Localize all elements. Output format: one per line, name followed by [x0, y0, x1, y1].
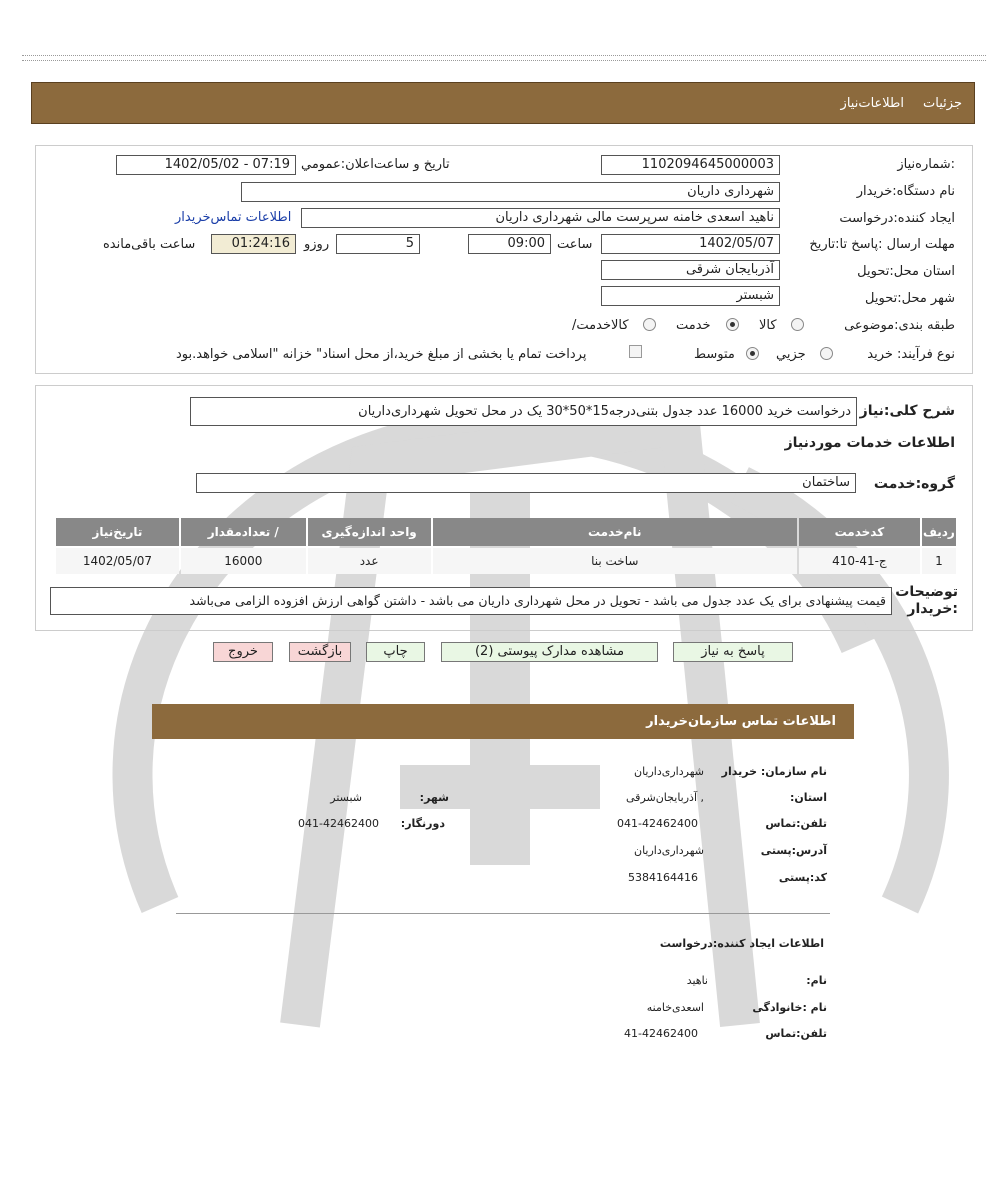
buyer-org-field: شهرداری داریان: [241, 182, 780, 202]
back-button[interactable]: بازگشت: [289, 642, 351, 662]
treasury-payment-checkbox[interactable]: [629, 345, 642, 358]
cell-service-name: ساخت بنا: [433, 548, 797, 574]
services-table: [54, 516, 958, 576]
col-header-service-name: نام‌خدمت: [433, 518, 797, 546]
buyer-contact-link[interactable]: اطلاعات تماس‌خریدار: [175, 210, 292, 225]
general-description-label: شرح کلی:نیاز: [859, 403, 955, 419]
cell-need-date: 1402/05/07: [56, 548, 179, 574]
tab-need-info[interactable]: اطلاعات‌نیاز: [840, 96, 904, 111]
col-header-need-date: تاریخ‌نیاز: [56, 518, 179, 546]
contact-province-label: :استان: [789, 791, 827, 804]
contact-city-label: :شهر: [419, 791, 449, 804]
col-header-row: ردیف: [922, 518, 956, 546]
buyer-contact-title: اطلاعات تماس سازمان‌خریدار: [646, 714, 836, 729]
general-description-field: درخواست خرید 16000 عدد جدول بتنی‌درجه15*50*30 یک در محل تحویل شهرداری‌داریان: [190, 397, 857, 426]
days-field: 5: [336, 234, 420, 254]
category-goods-radio[interactable]: [791, 318, 804, 331]
buyer-contact-header: [152, 704, 854, 739]
buyer-notes-label: توضیحات :خریدار: [895, 584, 958, 617]
col-header-unit: واحد اندازه‌گیری: [308, 518, 431, 546]
province-label: استان محل:تحویل: [857, 264, 955, 279]
remaining-label: ساعت باقی‌مانده: [103, 237, 196, 252]
creator-phone-label: تلفن:تماس: [765, 1027, 827, 1040]
creator-name-label: :نام: [806, 974, 827, 987]
process-minor-label: جزیي: [776, 347, 806, 362]
city-label: شهر محل:تحویل: [865, 291, 955, 306]
exit-button[interactable]: خروج: [213, 642, 273, 662]
need-number-label: شماره‌نیاز:: [897, 157, 955, 172]
creator-phone-value: 41-42462400: [624, 1027, 698, 1040]
remaining-time-field: 01:24:16: [211, 234, 296, 254]
category-goods-service-radio[interactable]: [643, 318, 656, 331]
deadline-label: مهلت ارسال :پاسخ تا:تاریخ: [809, 237, 955, 252]
print-button[interactable]: چاپ: [366, 642, 425, 662]
process-minor-radio[interactable]: [820, 347, 833, 360]
contact-city-value: شبستر: [330, 791, 362, 804]
service-group-label: گروه:خدمت: [873, 476, 955, 492]
category-label: طبقه بندی:موضوعی: [844, 318, 955, 333]
creator-name-value: ناهید: [686, 974, 708, 987]
contact-address-label: آدرس:پستی: [760, 844, 827, 857]
contact-postal-value: 5384164416: [628, 871, 698, 884]
process-medium-label: متوسط: [694, 347, 735, 362]
buyer-org-label: نام دستگاه:خریدار: [856, 184, 955, 199]
service-group-field: ساختمان: [196, 473, 856, 493]
contact-address-value: شهرداری‌داریان: [634, 844, 704, 857]
category-service-label: خدمت: [676, 318, 711, 333]
col-header-service-code: کدخدمت: [799, 518, 920, 546]
services-section-title: اطلاعات خدمات موردنیاز: [784, 435, 955, 451]
contact-fax-value: 041-42462400: [298, 817, 379, 830]
category-goods-service-label: /کالاخدمت: [572, 318, 629, 333]
buyer-notes-field: قیمت پیشنهادی برای یک عدد جدول می باشد - تحویل در محل شهرداری داریان می باشد - داشتن گواهی ارزش افزوده الزامی می‌باشد: [50, 587, 892, 615]
table-row: [56, 548, 956, 574]
category-service-radio[interactable]: [726, 318, 739, 331]
page-header-bar: [31, 82, 975, 124]
tab-details[interactable]: جزئیات: [923, 96, 962, 111]
creator-label: ایجاد کننده:درخواست: [839, 211, 955, 226]
org-name-label: نام سازمان: خریدار: [721, 765, 827, 778]
creator-field: ناهید اسعدی خامنه سرپرست مالی شهرداری داریان: [301, 208, 780, 228]
cell-quantity: 16000: [181, 548, 306, 574]
creator-family-value: اسعدی‌خامنه: [646, 1001, 704, 1014]
contact-fax-label: :دورنگار: [400, 817, 445, 830]
cell-unit: عدد: [308, 548, 431, 574]
col-header-quantity: / تعدادمقدار: [181, 518, 306, 546]
deadline-date-field: 1402/05/07: [601, 234, 780, 254]
city-field: شبستر: [601, 286, 780, 306]
deadline-time-label: ساعت: [557, 237, 593, 252]
creator-info-title: اطلاعات ایجاد کننده:درخواست: [659, 937, 824, 950]
contact-province-value: آذربایجان‌شرقی ,: [626, 791, 704, 804]
contact-phone-value: 041-42462400: [617, 817, 698, 830]
process-label: نوع فرآیند: خرید: [867, 347, 955, 362]
process-medium-radio[interactable]: [746, 347, 759, 360]
days-label: روزو: [304, 237, 330, 252]
cell-row-number: 1: [922, 548, 956, 574]
announce-label: تاریخ و ساعت‌اعلان:عمومي: [301, 157, 450, 172]
deadline-time-field: 09:00: [468, 234, 551, 254]
contact-postal-label: کد:پستی: [778, 871, 827, 884]
contact-phone-label: تلفن:تماس: [765, 817, 827, 830]
treasury-payment-label: پرداخت تمام یا بخشی از مبلغ خرید،از محل اسناد" خزانه "اسلامی خواهد.بود: [176, 347, 587, 362]
category-goods-label: کالا: [759, 318, 777, 333]
cell-service-code: ج-41-410: [799, 548, 920, 574]
reply-to-need-button[interactable]: پاسخ به نیاز: [673, 642, 793, 662]
creator-family-label: نام :خانوادگی: [752, 1001, 827, 1014]
province-field: آذربایجان شرقی: [601, 260, 780, 280]
need-form-panel: [35, 145, 973, 374]
top-dotted-divider: [22, 55, 986, 61]
contact-divider: [176, 913, 830, 914]
view-attachments-button[interactable]: مشاهده مدارک پیوستی (2): [441, 642, 658, 662]
need-number-field: 1102094645000003: [601, 155, 780, 175]
org-name-value: شهرداری‌داریان: [634, 765, 704, 778]
announce-field: 1402/05/02 - 07:19: [116, 155, 296, 175]
